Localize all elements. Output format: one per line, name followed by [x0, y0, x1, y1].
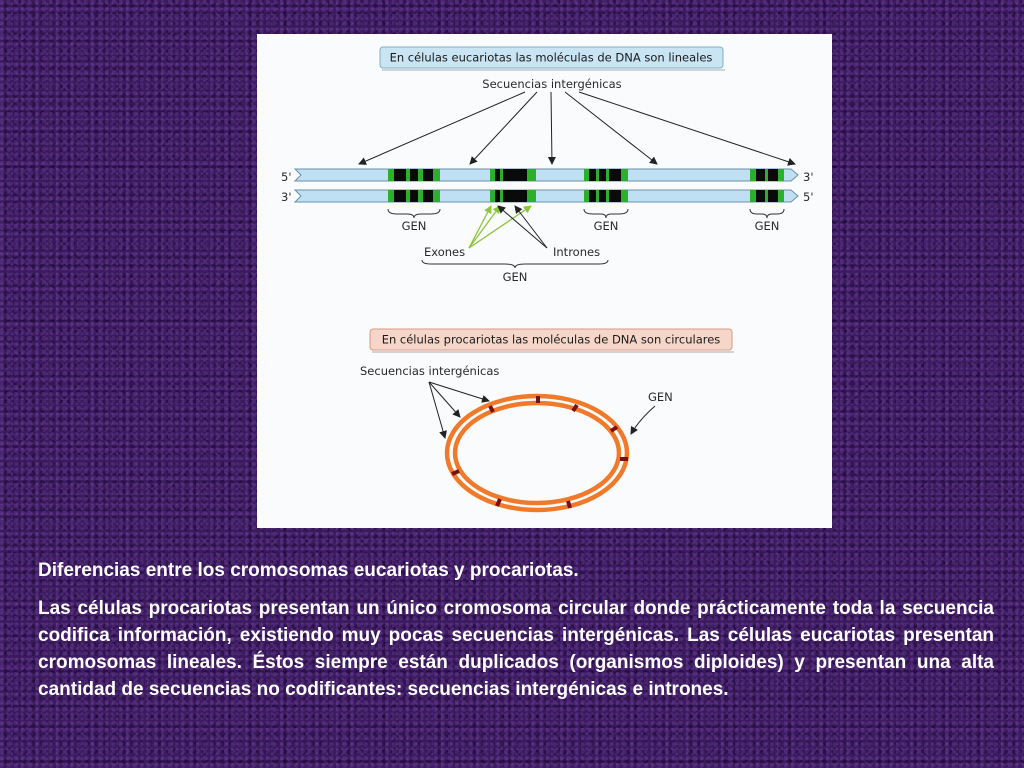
eukaryote-title-box	[380, 47, 725, 71]
dna-diagram	[257, 34, 832, 528]
strand-top-right: 3'	[803, 170, 814, 184]
gene-block-1	[388, 169, 440, 202]
prokaryote-title: En células procariotas las moléculas de DNA son circulares	[381, 332, 721, 347]
circular-chromosome	[447, 396, 628, 510]
intergenic-arrows-top	[359, 92, 795, 164]
caption-title: Diferencias entre los cromosomas eucariotas y procariotas.	[38, 560, 579, 581]
gene-block-2	[490, 169, 536, 202]
intergenic-label-bottom: Secuencias intergénicas	[360, 364, 500, 378]
intergenic-label-top: Secuencias intergénicas	[482, 77, 622, 91]
caption-body: Las células procariotas presentan un único cromosoma circular donde prácticamente toda la secuencia codifica información, existiendo muy pocas secuencias intergénicas. Las células eucariotas presentan cromosomas lineales. Éstos siempre están duplicados (organismos diploides) y presentan una alta cantidad de secuencias no codificantes: secuencias intergénicas e intrones.	[38, 598, 994, 700]
gene-block-4	[750, 169, 784, 202]
caption	[38, 560, 994, 703]
dna-figure	[257, 34, 832, 528]
exons-label: Exones	[424, 245, 466, 259]
gene-label-2: GEN	[593, 219, 619, 233]
strand-bottom-right: 5'	[803, 190, 814, 204]
gene-label-1: GEN	[401, 219, 427, 233]
introns-label: Intrones	[553, 245, 601, 259]
gene-detail-label: GEN	[502, 270, 528, 284]
gene-brackets	[388, 209, 784, 218]
gene-label-3: GEN	[754, 219, 780, 233]
strand-bottom-left: 3'	[281, 190, 292, 204]
prokaryote-title-box	[370, 329, 734, 353]
eukaryote-title: En células eucariotas las moléculas de DNA son lineales	[389, 50, 713, 65]
exon-arrows	[469, 206, 531, 248]
circle-gene-arrow	[631, 406, 655, 434]
gene-detail-bracket	[422, 260, 608, 268]
dna-strand-top	[295, 169, 798, 181]
circle-gene-label: GEN	[648, 390, 673, 404]
dna-strand-bottom	[295, 190, 798, 202]
gene-block-3	[584, 169, 628, 202]
strand-top-left: 5'	[281, 170, 292, 184]
